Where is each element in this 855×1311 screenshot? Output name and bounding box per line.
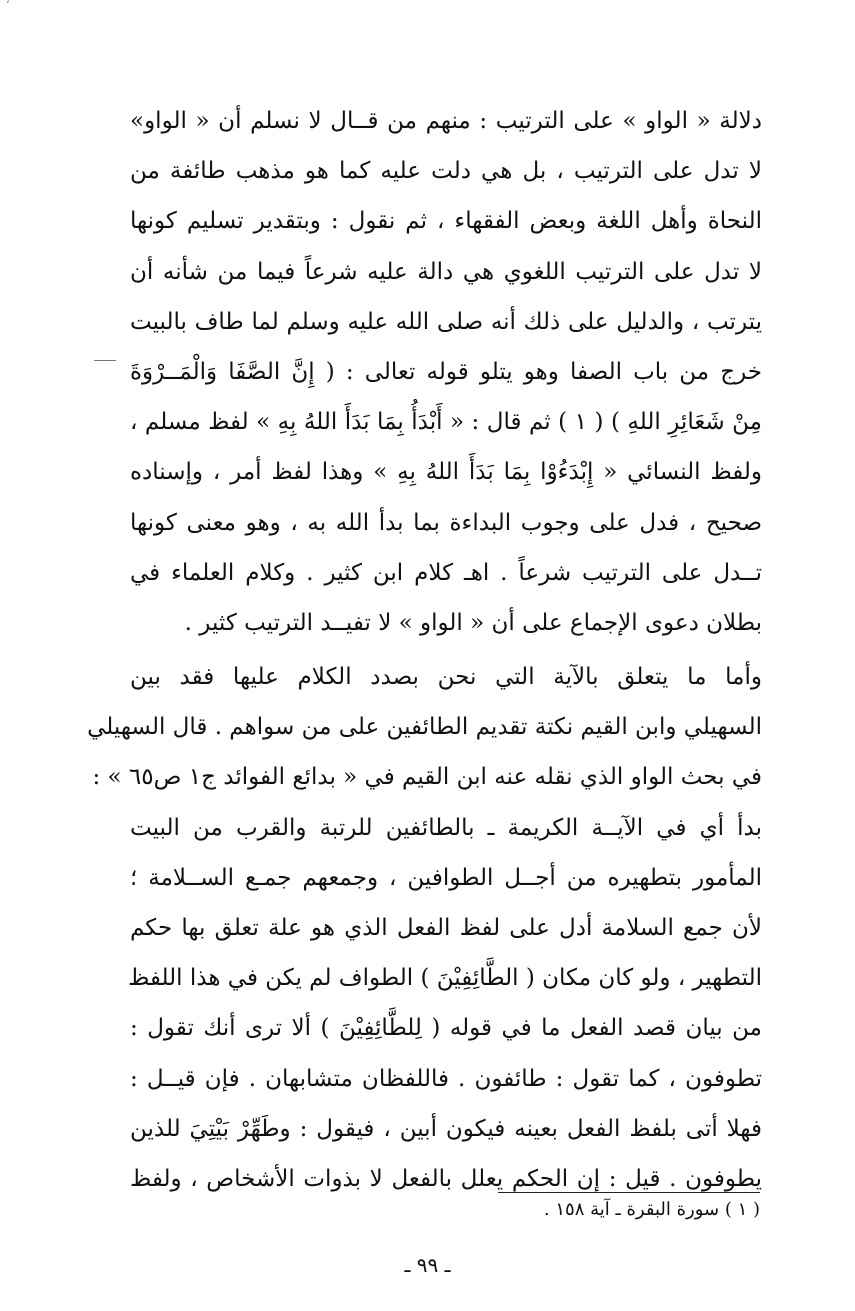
- text-line: من بيان قصد الفعل ما في قوله ( لِلطَّائِفِيْنَ ) ألا ترى أنك تقول :: [130, 1015, 762, 1042]
- page-number: ـ ٩٩ ـ: [404, 1253, 451, 1277]
- text-line: فهلا أتى بلفظ الفعل بعينه فيكون أبين ، فيقول : وطَهِّرْ بَيْتِيَ للذين: [130, 1115, 762, 1142]
- text-line: لا تدل على الترتيب ، بل هي دلت عليه كما هو مذهب طائفة من: [130, 158, 762, 185]
- text-line: يطوفون . قيل : إن الحكم يعلل بالفعل لا بذوات الأشخاص ، ولفظ: [130, 1165, 762, 1192]
- text-line: بدأ أي في الآيــة الكريمة ـ بالطائفين للرتبة والقرب من البيت: [130, 814, 762, 841]
- margin-mark: [94, 360, 116, 361]
- body-text: [87, 96, 763, 1204]
- text-line: صحيح ، فدل على وجوب البداءة بما بدأ الله به ، وهو معنى كونها: [130, 509, 762, 536]
- text-line: السهيلي وابن القيم نكتة تقديم الطائفين على من سواهم . قال السهيلي: [87, 714, 762, 741]
- text-line: خرج من باب الصفا وهو يتلو قوله تعالى : ( إِنَّ الصَّفَا وَالْمَــرْوَةَ: [130, 358, 762, 385]
- text-line: النحاة وأهل اللغة وبعض الفقهاء ، ثم نقول : وبتقدير تسليم كونها: [130, 208, 762, 235]
- footnote: ( ١ ) سورة البقرة ـ آية ١٥٨ .: [543, 1199, 760, 1220]
- text-line: لأن جمع السلامة أدل على لفظ الفعل الذي هو علة تعلق بها حكم: [130, 915, 762, 941]
- text-line: لا تدل على الترتيب اللغوي هي دالة عليه شرعاً فيما من شأنه أن: [130, 258, 762, 285]
- text-line: تطوفون ، كما تقول : طائفون . فاللفظان متشابهان . فإن قيــل :: [130, 1065, 762, 1092]
- text-line: بطلان دعوى الإجماع على أن « الواو » لا تفيــد الترتيب كثير .: [184, 609, 762, 636]
- corner-mark: ʼ: [6, 0, 10, 11]
- text-line: المأمور بتطهيره من أجــل الطوافين ، وجمعهم جمـع الســلامة ؛: [130, 864, 762, 891]
- text-line: وأما ما يتعلق بالآية التي نحن بصدد الكلام عليها فقد بين: [130, 664, 762, 691]
- text-line: التطهير ، ولو كان مكان ( الطَّائِفِيْنَ ) الطواف لم يكن في هذا اللفظ: [128, 965, 762, 992]
- text-line: يترتب ، والدليل على ذلك أنه صلى الله عليه وسلم لما طاف بالبيت: [130, 308, 762, 335]
- text-line: ولفظ النسائي « إِبْدَءُوْا بِمَا بَدَأَ اللهُ بِهِ » وهذا لفظ أمر ، وإسناده: [130, 459, 762, 486]
- text-line: تــدل على الترتيب شرعاً . اهـ كلام ابن كثير . وكلام العلماء في: [130, 559, 762, 586]
- text-line: في بحث الواو الذي نقله عنه ابن القيم في « بدائع الفوائد ج١ ص٦٥ » :: [92, 764, 762, 791]
- text-line: دلالة « الواو » على الترتيب : منهم من قــال لا نسلم أن « الواو»: [130, 108, 762, 134]
- footnote-divider: [498, 1192, 760, 1193]
- text-line: مِنْ شَعَائِرِ اللهِ ) ( ١ ) ثم قال : « أَبْدَأُ بِمَا بَدَأَ اللهُ بِهِ » لفظ مسلم ،: [130, 409, 763, 436]
